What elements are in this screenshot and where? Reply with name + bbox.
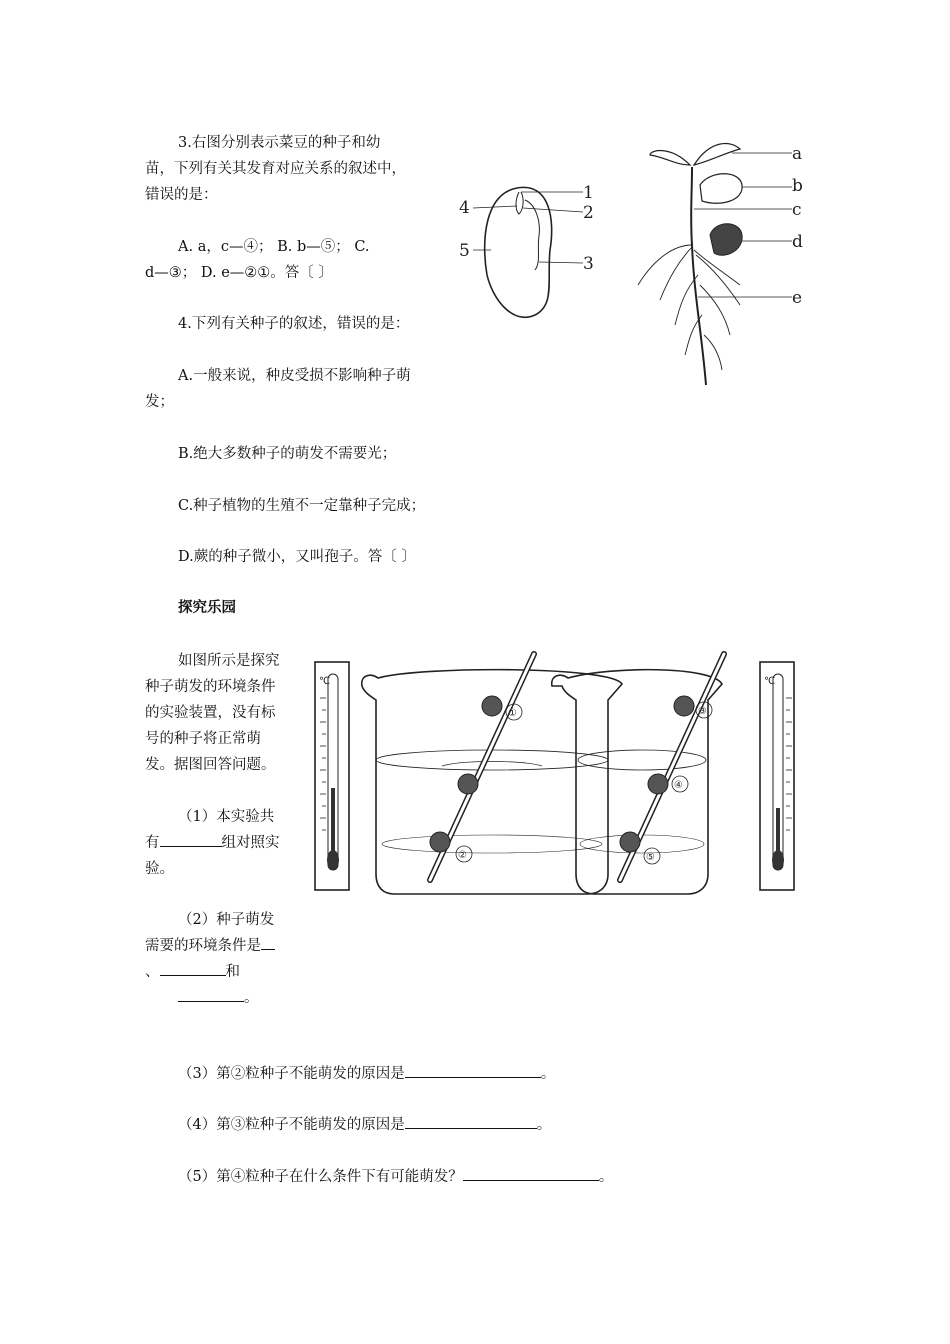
seed-label-3: 3	[583, 254, 594, 274]
q3-options-line2: d—③； D. e—②①。答〔 〕	[145, 265, 333, 281]
q4-stem: 4.下列有关种子的叙述，错误的是：	[178, 316, 410, 332]
p2-text: 需要的环境条件是	[145, 938, 261, 954]
q3-options-line1: A. a，c—④； B. b—⑤； C.	[178, 239, 370, 255]
seedling-label-c: c	[792, 200, 802, 220]
p3-line	[178, 1063, 555, 1085]
p1-line2	[145, 832, 280, 854]
bean-seed-diagram	[455, 180, 605, 330]
p1-prefix: 有	[145, 835, 160, 851]
p4-text: （4）第③粒种子不能萌发的原因是	[178, 1117, 405, 1133]
p3-end: 。	[540, 1066, 556, 1082]
p1-line3: 验。	[145, 861, 174, 877]
p4-line	[178, 1114, 551, 1136]
p4-answer-blank[interactable]	[405, 1114, 537, 1129]
intro-line2: 种子萌发的环境条件	[145, 679, 276, 695]
intro-line4: 号的种子将正常萌	[145, 731, 261, 747]
q4-option-b: B.绝大多数种子的萌发不需要光；	[178, 446, 397, 462]
p3-answer-blank[interactable]	[405, 1063, 541, 1078]
beaker-right	[552, 654, 724, 894]
p3-text: （3）第②粒种子不能萌发的原因是	[178, 1066, 405, 1082]
seedling-label-e: e	[792, 288, 803, 308]
q4-option-a-line1: A.一般来说，种皮受损不影响种子萌	[178, 368, 411, 384]
seed-marker-1: ①	[508, 708, 517, 719]
p2-line3	[145, 961, 240, 983]
p2-sep: 、	[145, 964, 160, 980]
intro-line3: 的实验装置，没有标	[145, 705, 276, 721]
p1-answer-blank[interactable]	[160, 832, 222, 847]
seedling-label-a: a	[792, 144, 803, 164]
seedling-label-d: d	[792, 232, 803, 252]
section-title: 探究乐园	[178, 600, 236, 616]
seed-label-5: 5	[459, 241, 470, 261]
p1-line1: （1）本实验共	[178, 809, 275, 825]
q3-line2: 苗，下列有关其发育对应关系的叙述中，	[145, 161, 406, 177]
p2-line2	[145, 935, 275, 957]
seed-marker-3: ③	[698, 706, 707, 717]
q4-option-c: C.种子植物的生殖不一定靠种子完成；	[178, 498, 426, 514]
bean-seedling-diagram	[630, 135, 810, 395]
p2-answer-blank-2[interactable]	[160, 961, 226, 976]
p5-line	[178, 1166, 613, 1188]
q4-option-d: D.蕨的种子微小，又叫孢子。答〔 〕	[178, 549, 416, 565]
thermometer-right-unit: ℃	[764, 676, 776, 687]
q4-option-a-line2: 发；	[145, 394, 174, 410]
q3-line3: 错误的是：	[145, 187, 218, 203]
p2-end: 。	[244, 990, 259, 1006]
intro-line5: 发。据图回答问题。	[145, 757, 276, 773]
p5-answer-blank[interactable]	[463, 1166, 599, 1181]
p5-text: （5）第④粒种子在什么条件下有可能萌发？	[178, 1169, 463, 1185]
germination-experiment-diagram	[312, 648, 817, 896]
p1-suffix: 组对照实	[221, 835, 280, 851]
p2-and: 和	[225, 964, 240, 980]
p2-line1: （2）种子萌发	[178, 912, 275, 928]
seed-label-1: 1	[583, 183, 594, 203]
beaker-left	[362, 654, 622, 894]
p5-end: 。	[598, 1169, 614, 1185]
intro-line1: 如图所示是探究	[178, 653, 280, 669]
seed-label-4: 4	[459, 198, 470, 218]
q3-line1: 3.右图分别表示菜豆的种子和幼	[178, 135, 381, 151]
p2-line4	[178, 987, 259, 1009]
thermometer-left	[315, 662, 349, 890]
seedling-label-b: b	[792, 176, 803, 196]
seed-marker-5: ⑤	[646, 852, 655, 863]
thermometer-left-unit: ℃	[319, 676, 331, 687]
thermometer-right	[760, 662, 794, 890]
seed-marker-4: ④	[674, 780, 683, 791]
p2-answer-blank-1[interactable]	[261, 935, 275, 950]
seed-marker-2: ②	[458, 850, 467, 861]
seed-label-2: 2	[583, 203, 594, 223]
p4-end: 。	[536, 1117, 552, 1133]
p2-answer-blank-3[interactable]	[178, 987, 244, 1002]
